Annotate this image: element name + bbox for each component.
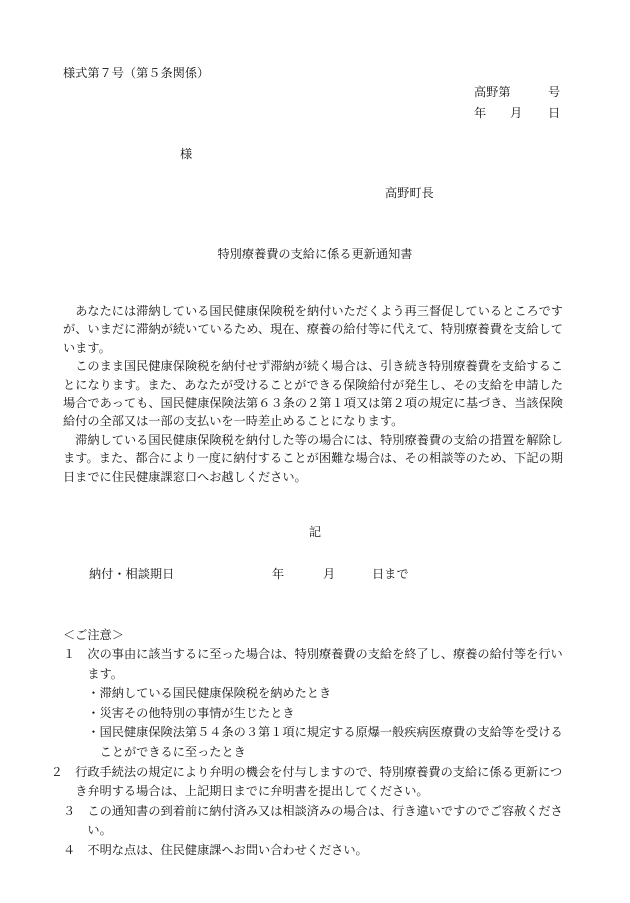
issue-date-day: 日 [548, 106, 561, 120]
document-title: 特別療養費の支給に係る更新通知書 [217, 247, 413, 261]
doc-number-prefix: 高野第 [474, 85, 511, 99]
note-subitem-text: 滞納している国民健康保険税を納めたとき [99, 686, 332, 701]
notes-heading: ＜ご注意＞ [63, 628, 124, 642]
notes-list [50, 645, 568, 861]
doc-number-suffix: 号 [548, 85, 561, 99]
deadline-day-until: 日まで [372, 567, 409, 581]
deadline-month: 月 [323, 567, 336, 581]
note-subitem [63, 684, 568, 704]
bullet: ・ [87, 686, 100, 701]
note-subitem [63, 723, 568, 762]
deadline-label: 納付・相談期日 [89, 567, 175, 581]
body-text [63, 302, 563, 486]
note-item [50, 763, 568, 802]
issue-date-month: 月 [510, 106, 523, 120]
body-paragraph: あなたには滞納している国民健康保険税を納付いただくよう再三督促しているところですが、いまだに滞納が続いているため、現在、療養の給付等に代えて、特別療養費を支給しています。 [63, 304, 563, 355]
note-item [63, 841, 568, 861]
body-paragraph: このまま国民健康保険税を納付せず滞納が続く場合は、引き続き特別療養費を支給することになります。また、あなたが受けることができる保険給付が発生し、その支給を申請した場合であっても、国民健康保険法第６３条の２第１項又は第２項の規定に基づき、当該保険給付の全部又は一部の支払いを一時差止めることになります。 [63, 359, 563, 429]
note-number: １ [63, 647, 76, 661]
body-paragraph: 滞納している国民健康保険税を納付した等の場合には、特別療養費の支給の措置を解除します。また、都合により一度に納付することが困難な場合は、その相談等のため、下記の期日までに住民健康課窓口へお越しください。 [63, 432, 563, 484]
note-subitem-text: 国民健康保険法第５４条の３第１項に規定する原爆一般疾病医療費の支給等を受けることができるに至ったとき [99, 725, 563, 759]
note-item [63, 645, 568, 684]
deadline-year: 年 [272, 567, 285, 581]
recipient-honorific: 様 [180, 147, 193, 161]
note-subitem [63, 704, 568, 724]
ki-heading: 記 [308, 525, 322, 539]
note-item [63, 802, 568, 841]
note-subitem-text: 災害その他特別の事情が生じたとき [99, 705, 295, 720]
note-number: ４ [63, 842, 76, 857]
note-text: 行政手続法の規定により弁明の機会を付与しますので、特別療養費の支給に係る更新につき弁明する場合は、上記期日までに弁明書を提出してください。 [75, 764, 563, 799]
sender-name: 高野町長 [385, 186, 434, 200]
issue-date-year: 年 [474, 106, 487, 120]
bullet: ・ [87, 705, 100, 720]
note-text: 不明な点は、住民健康課へお問い合わせください。 [87, 842, 368, 857]
bullet: ・ [87, 725, 100, 740]
note-text: 次の事由に該当するに至った場合は、特別療養費の支給を終了し、療養の給付等を行います。 [87, 647, 563, 681]
note-number: ３ [63, 803, 76, 818]
note-number: ２ [50, 764, 63, 779]
form-label: 様式第７号（第５条関係） [63, 66, 210, 80]
note-text: この通知書の到着前に納付済み又は相談済みの場合は、行き違いですのでご容赦ください。 [87, 803, 563, 838]
